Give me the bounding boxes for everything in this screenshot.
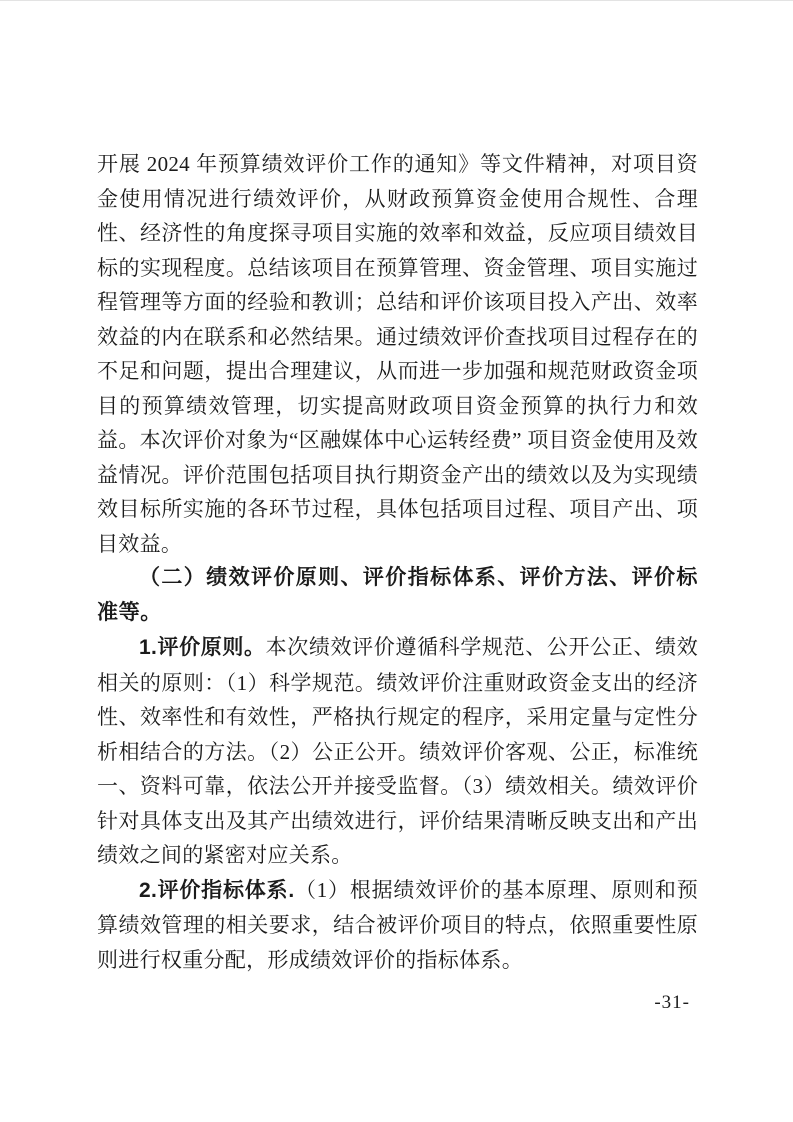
paragraph-body-indicator-system: （1）根据绩效评价的基本原理、原则和预算绩效管理的相关要求，结合被评价项目的特点，依照重要性原则进行权重分配，形成绩效评价的指标体系。 (97, 877, 698, 972)
paragraph-evaluation-purpose: 开展 2024 年预算绩效评价工作的通知》等文件精神，对项目资金使用情况进行绩效评价，从财政预算资金使用合规性、合理性、经济性的角度探寻项目实施的效率和效益，反应项目绩效目标的实现程度。总结该项目在预算管理、资金管理、项目实施过程管理等方面的经验和教训；总结和评价该项目投入产出、效率效益的内在联系和必然结果。通过绩效评价查找项目过程存在的不足和问题，提出合理建议，从而进一步加强和规范财政资金项目的预算绩效管理，切实提高财政项目资金预算的执行力和效益。本次评价对象为“区融媒体中心运转经费” 项目资金使用及效益情况。评价范围包括项目执行期资金产出的绩效以及为实现绩效目标所实施的各环节过程，具体包括项目过程、项目产出、项目效益。 (97, 152, 698, 556)
paragraph-lead-principles: 1.评价原则。 (139, 636, 266, 659)
paragraph-body-principles: 本次绩效评价遵循科学规范、公开公正、绩效相关的原则：（1）科学规范。绩效评价注重财政资金支出的经济性、效率性和有效性，严格执行规定的程序，采用定量与定性分析相结合的方法。（2）公正公开。绩效评价客观、公正，标准统一、资料可靠，依法公开并接受监督。（3）绩效相关。绩效评价针对具体支出及其产出绩效进行，评价结果清晰反映支出和产出绩效之间的紧密对应关系。 (97, 635, 698, 867)
page-number: -31- (654, 992, 690, 1013)
paragraph-evaluation-principles (97, 630, 698, 873)
section-heading: （二）绩效评价原则、评价指标体系、评价方法、评价标准等。 (97, 566, 698, 624)
page-content (97, 147, 698, 977)
paragraph-lead-indicator-system: 2.评价指标体系. (139, 878, 295, 902)
paragraph-indicator-system (97, 873, 698, 978)
